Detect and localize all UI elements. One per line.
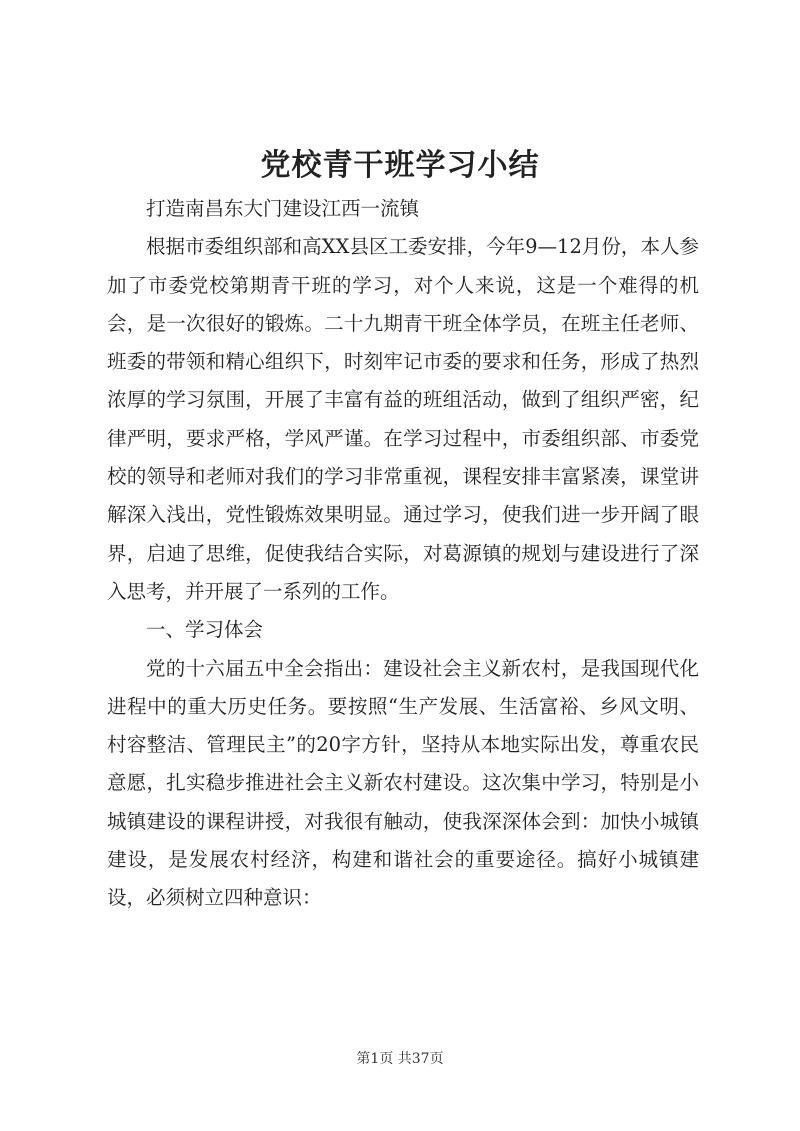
page-footer: 第1页 共37页 [356,1051,444,1067]
document-body [107,190,699,918]
intro-paragraph: 根据市委组织部和高XX县区工委安排，今年9—12月份，本人参加了市委党校第期青干班的学习，对个人来说，这是一个难得的机会，是一次很好的锻炼。二十九期青干班全体学员，在班主任老师、班委的带领和精心组织下，时刻牢记市委的要求和任务，形成了热烈浓厚的学习氛围，开展了丰富有益的班组活动，做到了组织严密，纪律严明，要求严格，学风严谨。在学习过程中，市委组织部、市委党校的领导和老师对我们的学习非常重视，课程安排丰富紧凑，课堂讲解深入浅出，党性锻炼效果明显。通过学习，使我们进一步开阔了眼界，启迪了思维，促使我结合实际，对葛源镇的规划与建设进行了深入思考，并开展了一系列的工作。 [107,235,699,603]
section-heading: 一、学习体会 [146,618,264,642]
document-title: 党校青干班学习小结 [260,148,540,183]
subtitle-paragraph: 打造南昌东大门建设江西一流镇 [146,197,420,220]
section-paragraph: 党的十六届五中全会指出：建设社会主义新农村，是我国现代化进程中的重大历史任务。要按照“生产发展、生活富裕、乡风文明、村容整洁、管理民主”的20字方针，坚持从本地实际出发，尊重农民意愿，扎实稳步推进社会主义新农村建设。这次集中学习，特别是小城镇建设的课程讲授，对我很有触动，使我深深体会到：加快小城镇建设，是发展农村经济，构建和谐社会的重要途径。搞好小城镇建设，必须树立四种意识： [107,656,699,910]
